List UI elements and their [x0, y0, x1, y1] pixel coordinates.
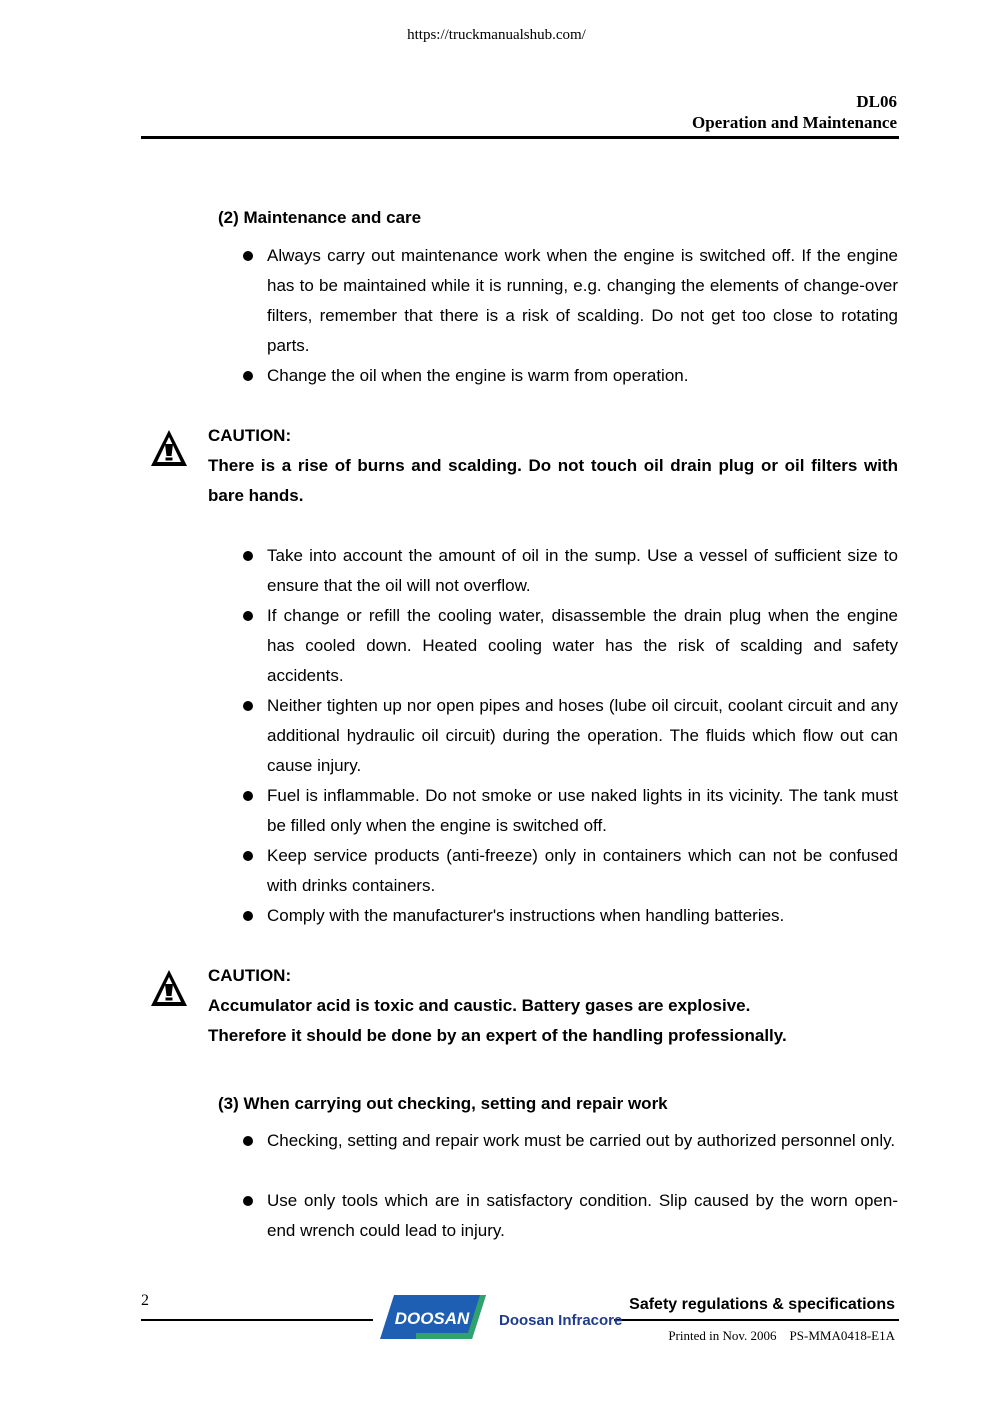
- header-title: Operation and Maintenance: [692, 113, 897, 132]
- list-item: [243, 541, 898, 601]
- list-item-text: Neither tighten up nor open pipes and hoses (lube oil circuit, coolant circuit and any additional hydraulic oil circuit) during the operation. The fluids which flow out can cause injury.: [267, 696, 898, 775]
- footer-section-title: Safety regulations & specifications: [629, 1296, 895, 1313]
- caution-label: CAUTION:: [208, 966, 292, 985]
- list-item: [243, 901, 898, 931]
- footer-rule-right: [614, 1319, 899, 1321]
- bullet-icon: [243, 551, 253, 561]
- list-item: [243, 1126, 898, 1156]
- list-item-text: Keep service products (anti-freeze) only in containers which can not be confused with drinks containers.: [267, 846, 898, 895]
- footer-rule-left: [141, 1319, 373, 1321]
- list-item-text: Comply with the manufacturer's instructions when handling batteries.: [267, 906, 785, 925]
- bullet-icon: [243, 791, 253, 801]
- list-item: [243, 691, 898, 781]
- section-heading-maintenance: (2) Maintenance and care: [218, 208, 422, 227]
- bullet-icon: [243, 1136, 253, 1146]
- bullet-icon: [243, 611, 253, 621]
- bullet-icon: [243, 251, 253, 261]
- page-number: 2: [141, 1292, 149, 1309]
- list-item-text: Use only tools which are in satisfactory condition. Slip caused by the worn open-end wrench could lead to injury.: [267, 1191, 898, 1240]
- bullet-icon: [243, 851, 253, 861]
- bullet-icon: [243, 1196, 253, 1206]
- footer-print-info: Printed in Nov. 2006 PS-MMA0418-E1A: [668, 1328, 895, 1343]
- list-item: [243, 361, 898, 391]
- caution-text-line1: Accumulator acid is toxic and caustic. Battery gases are explosive.: [208, 996, 751, 1015]
- list-item: [243, 781, 898, 841]
- bullet-icon: [243, 371, 253, 381]
- section-heading-repair: (3) When carrying out checking, setting and repair work: [218, 1094, 668, 1113]
- source-url[interactable]: https://truckmanualshub.com/: [407, 27, 586, 43]
- list-item: [243, 601, 898, 691]
- list-item-text: Take into account the amount of oil in the sump. Use a vessel of sufficient size to ensure that the oil will not overflow.: [267, 546, 898, 595]
- list-item-text: Checking, setting and repair work must be carried out by authorized personnel only.: [267, 1131, 896, 1150]
- warning-triangle-icon: [149, 968, 189, 1008]
- bullet-icon: [243, 911, 253, 921]
- list-item: [243, 241, 898, 361]
- doosan-logo-icon: [380, 1291, 486, 1343]
- list-item: [243, 841, 898, 901]
- caution-text: There is a rise of burns and scalding. Do not touch oil drain plug or oil filters with bare hands.: [208, 456, 898, 505]
- list-item-text: Fuel is inflammable. Do not smoke or use naked lights in its vicinity. The tank must be filled only when the engine is switched off.: [267, 786, 898, 835]
- caution-block-battery: [208, 961, 898, 1051]
- list-item-text: Change the oil when the engine is warm from operation.: [267, 366, 689, 385]
- bullet-icon: [243, 701, 253, 711]
- warning-triangle-icon: [149, 428, 189, 468]
- list-item-text: If change or refill the cooling water, disassemble the drain plug when the engine has cooled down. Heated cooling water has the risk of scalding and safety accidents.: [267, 606, 898, 685]
- brand-name: Doosan Infracore: [499, 1312, 623, 1329]
- list-item: [243, 1186, 898, 1246]
- caution-label: CAUTION:: [208, 426, 292, 445]
- caution-text-line2: Therefore it should be done by an expert of the handling professionally.: [208, 1026, 787, 1045]
- header-rule: [141, 136, 899, 139]
- header-model: DL06: [856, 92, 897, 111]
- logo-text: DOOSAN: [394, 1309, 470, 1328]
- caution-block-burns: [208, 421, 898, 511]
- list-item-text: Always carry out maintenance work when the engine is switched off. If the engine has to be maintained while it is running, e.g. changing the elements of change-over filters, remember that there is a risk of scalding. Do not get too close to rotating parts.: [267, 246, 898, 355]
